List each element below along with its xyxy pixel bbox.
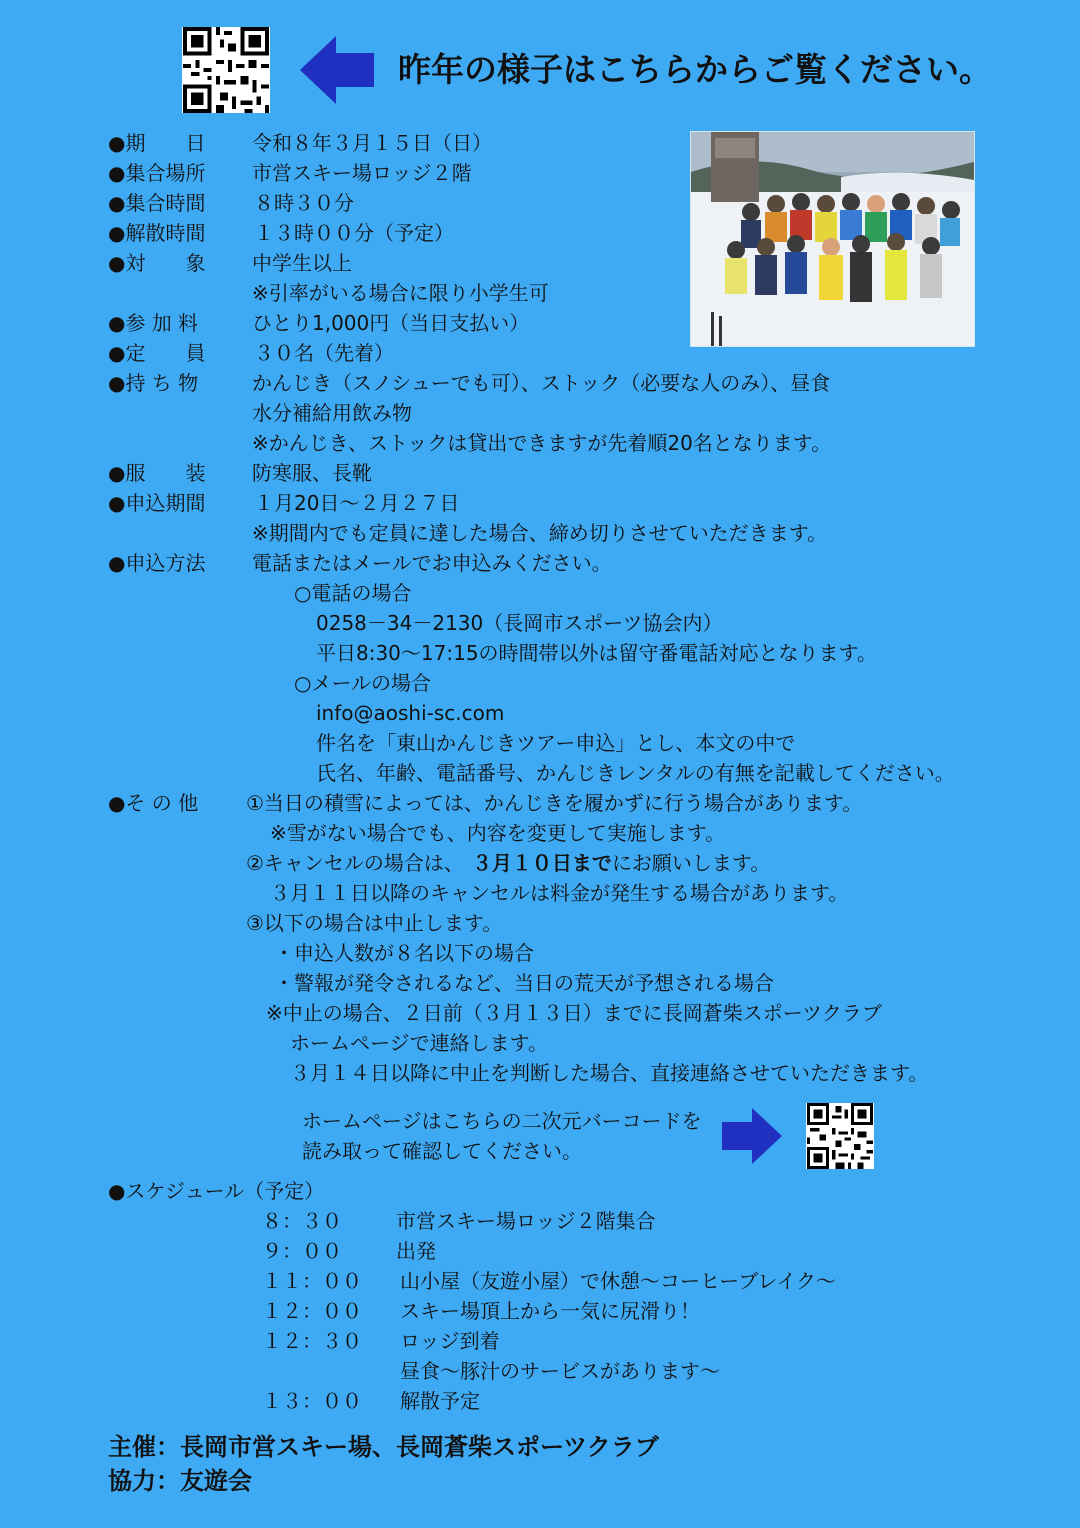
detail-value: １月20日～２月２７日 (254, 491, 460, 515)
other-label: ●そ の 他 (108, 791, 199, 815)
other-line-9: ホームページで連絡します。 (290, 1031, 548, 1055)
other-line-3 (246, 848, 770, 878)
schedule-time: １２：３０ (262, 1329, 362, 1353)
detail-label: ●申込方法 (108, 551, 206, 575)
detail-value: ※かんじき、ストックは貸出できますが先着順20名となります。 (252, 431, 832, 455)
schedule-time: ９：００ (262, 1239, 342, 1263)
detail-value: かんじき（スノシューでも可）、ストック（必要な人のみ）、昼食 (252, 371, 831, 395)
detail-label: ●定 員 (108, 341, 206, 365)
detail-value: ひとり1,000円（当日支払い） (252, 311, 530, 335)
other-line-2: ※雪がない場合でも、内容を変更して実施します。 (270, 821, 726, 845)
mail-note-1: 件名を「東山かんじきツアー申込」とし、本文の中で (316, 731, 796, 755)
detail-value: 中学生以上 (252, 251, 352, 275)
detail-label: ●対 象 (108, 251, 206, 275)
detail-label: ●申込期間 (108, 491, 206, 515)
homepage-line-2: 読み取って確認してください。 (302, 1139, 582, 1163)
schedule-event: 山小屋（友遊小屋）で休憩～コーヒーブレイク～ (400, 1269, 836, 1293)
phone-title: ○電話の場合 (294, 581, 412, 605)
detail-value: ８時３０分 (254, 191, 354, 215)
detail-value: ※期間内でも定員に達した場合、締め切りさせていただきます。 (252, 521, 828, 545)
cancel-deadline: ３月１０日まで (471, 851, 612, 875)
group-photo (690, 131, 975, 347)
schedule-time: １３：００ (262, 1389, 362, 1413)
detail-value: 電話またはメールでお申込みください。 (252, 551, 612, 575)
header-text: 昨年の様子はこちらからご覧ください。 (398, 50, 992, 89)
detail-value: 市営スキー場ロッジ２階 (252, 161, 472, 185)
detail-value: 水分補給用飲み物 (252, 401, 412, 425)
schedule-time: １２：００ (262, 1299, 362, 1323)
cancel-tail: にお願いします。 (611, 851, 771, 875)
other-line-1: ①当日の積雪によっては、かんじきを履かずに行う場合があります。 (246, 791, 863, 815)
photo-qr-code[interactable] (182, 27, 270, 113)
cancel-lead: ②キャンセルの場合は、 (246, 851, 464, 875)
organizer: 主催：長岡市営スキー場、長岡蒼柴スポーツクラブ (108, 1433, 659, 1461)
schedule-time: ８：３０ (262, 1209, 342, 1233)
detail-label: ●集合場所 (108, 161, 206, 185)
other-line-8: ※中止の場合、２日前（３月１３日）までに長岡蒼柴スポーツクラブ (266, 1001, 882, 1025)
detail-label: ●服 装 (108, 461, 206, 485)
detail-label: ●解散時間 (108, 221, 206, 245)
phone-number[interactable]: 0258－34－2130（長岡市スポーツ協会内） (316, 611, 723, 635)
detail-value: ※引率がいる場合に限り小学生可 (252, 281, 549, 305)
schedule-event: 市営スキー場ロッジ２階集合 (396, 1209, 656, 1233)
detail-label: ●持 ち 物 (108, 371, 199, 395)
other-line-10: ３月１４日以降に中止を判断した場合、直接連絡させていただきます。 (290, 1061, 929, 1085)
detail-value: 防寒服、長靴 (252, 461, 372, 485)
arrow-left-icon (300, 36, 374, 104)
schedule-event: ロッジ到着 (400, 1329, 500, 1353)
schedule-event: 解散予定 (400, 1389, 480, 1413)
schedule-event: 出発 (396, 1239, 436, 1263)
phone-note: 平日8:30～17:15の時間帯以外は留守番電話対応となります。 (316, 641, 877, 665)
detail-value: １３時００分（予定） (254, 221, 454, 245)
cooperation: 協力：友遊会 (108, 1467, 252, 1495)
mail-address[interactable]: info@aoshi-sc.com (316, 701, 505, 725)
homepage-qr-code[interactable] (806, 1103, 874, 1169)
other-line-6: ・申込人数が８名以下の場合 (274, 941, 534, 965)
detail-value: 令和８年３月１５日（日） (252, 131, 492, 155)
detail-label: ●期 日 (108, 131, 206, 155)
other-line-4: ３月１１日以降のキャンセルは料金が発生する場合があります。 (270, 881, 849, 905)
schedule-title: ●スケジュール（予定） (108, 1179, 325, 1203)
detail-label: ●参 加 料 (108, 311, 199, 335)
schedule-event: スキー場頂上から一気に尻滑り！ (400, 1299, 700, 1323)
schedule-event: 昼食～豚汁のサービスがあります～ (400, 1359, 720, 1383)
other-line-5: ③以下の場合は中止します。 (246, 911, 503, 935)
other-line-7: ・警報が発令されるなど、当日の荒天が予想される場合 (274, 971, 774, 995)
mail-note-2: 氏名、年齢、電話番号、かんじきレンタルの有無を記載してください。 (316, 761, 955, 785)
schedule-time: １１：００ (262, 1269, 362, 1293)
mail-title: ○メールの場合 (294, 671, 432, 695)
detail-value: ３０名（先着） (254, 341, 394, 365)
detail-label: ●集合時間 (108, 191, 206, 215)
homepage-line-1: ホームページはこちらの二次元バーコードを (302, 1109, 702, 1133)
arrow-right-icon (722, 1108, 782, 1164)
